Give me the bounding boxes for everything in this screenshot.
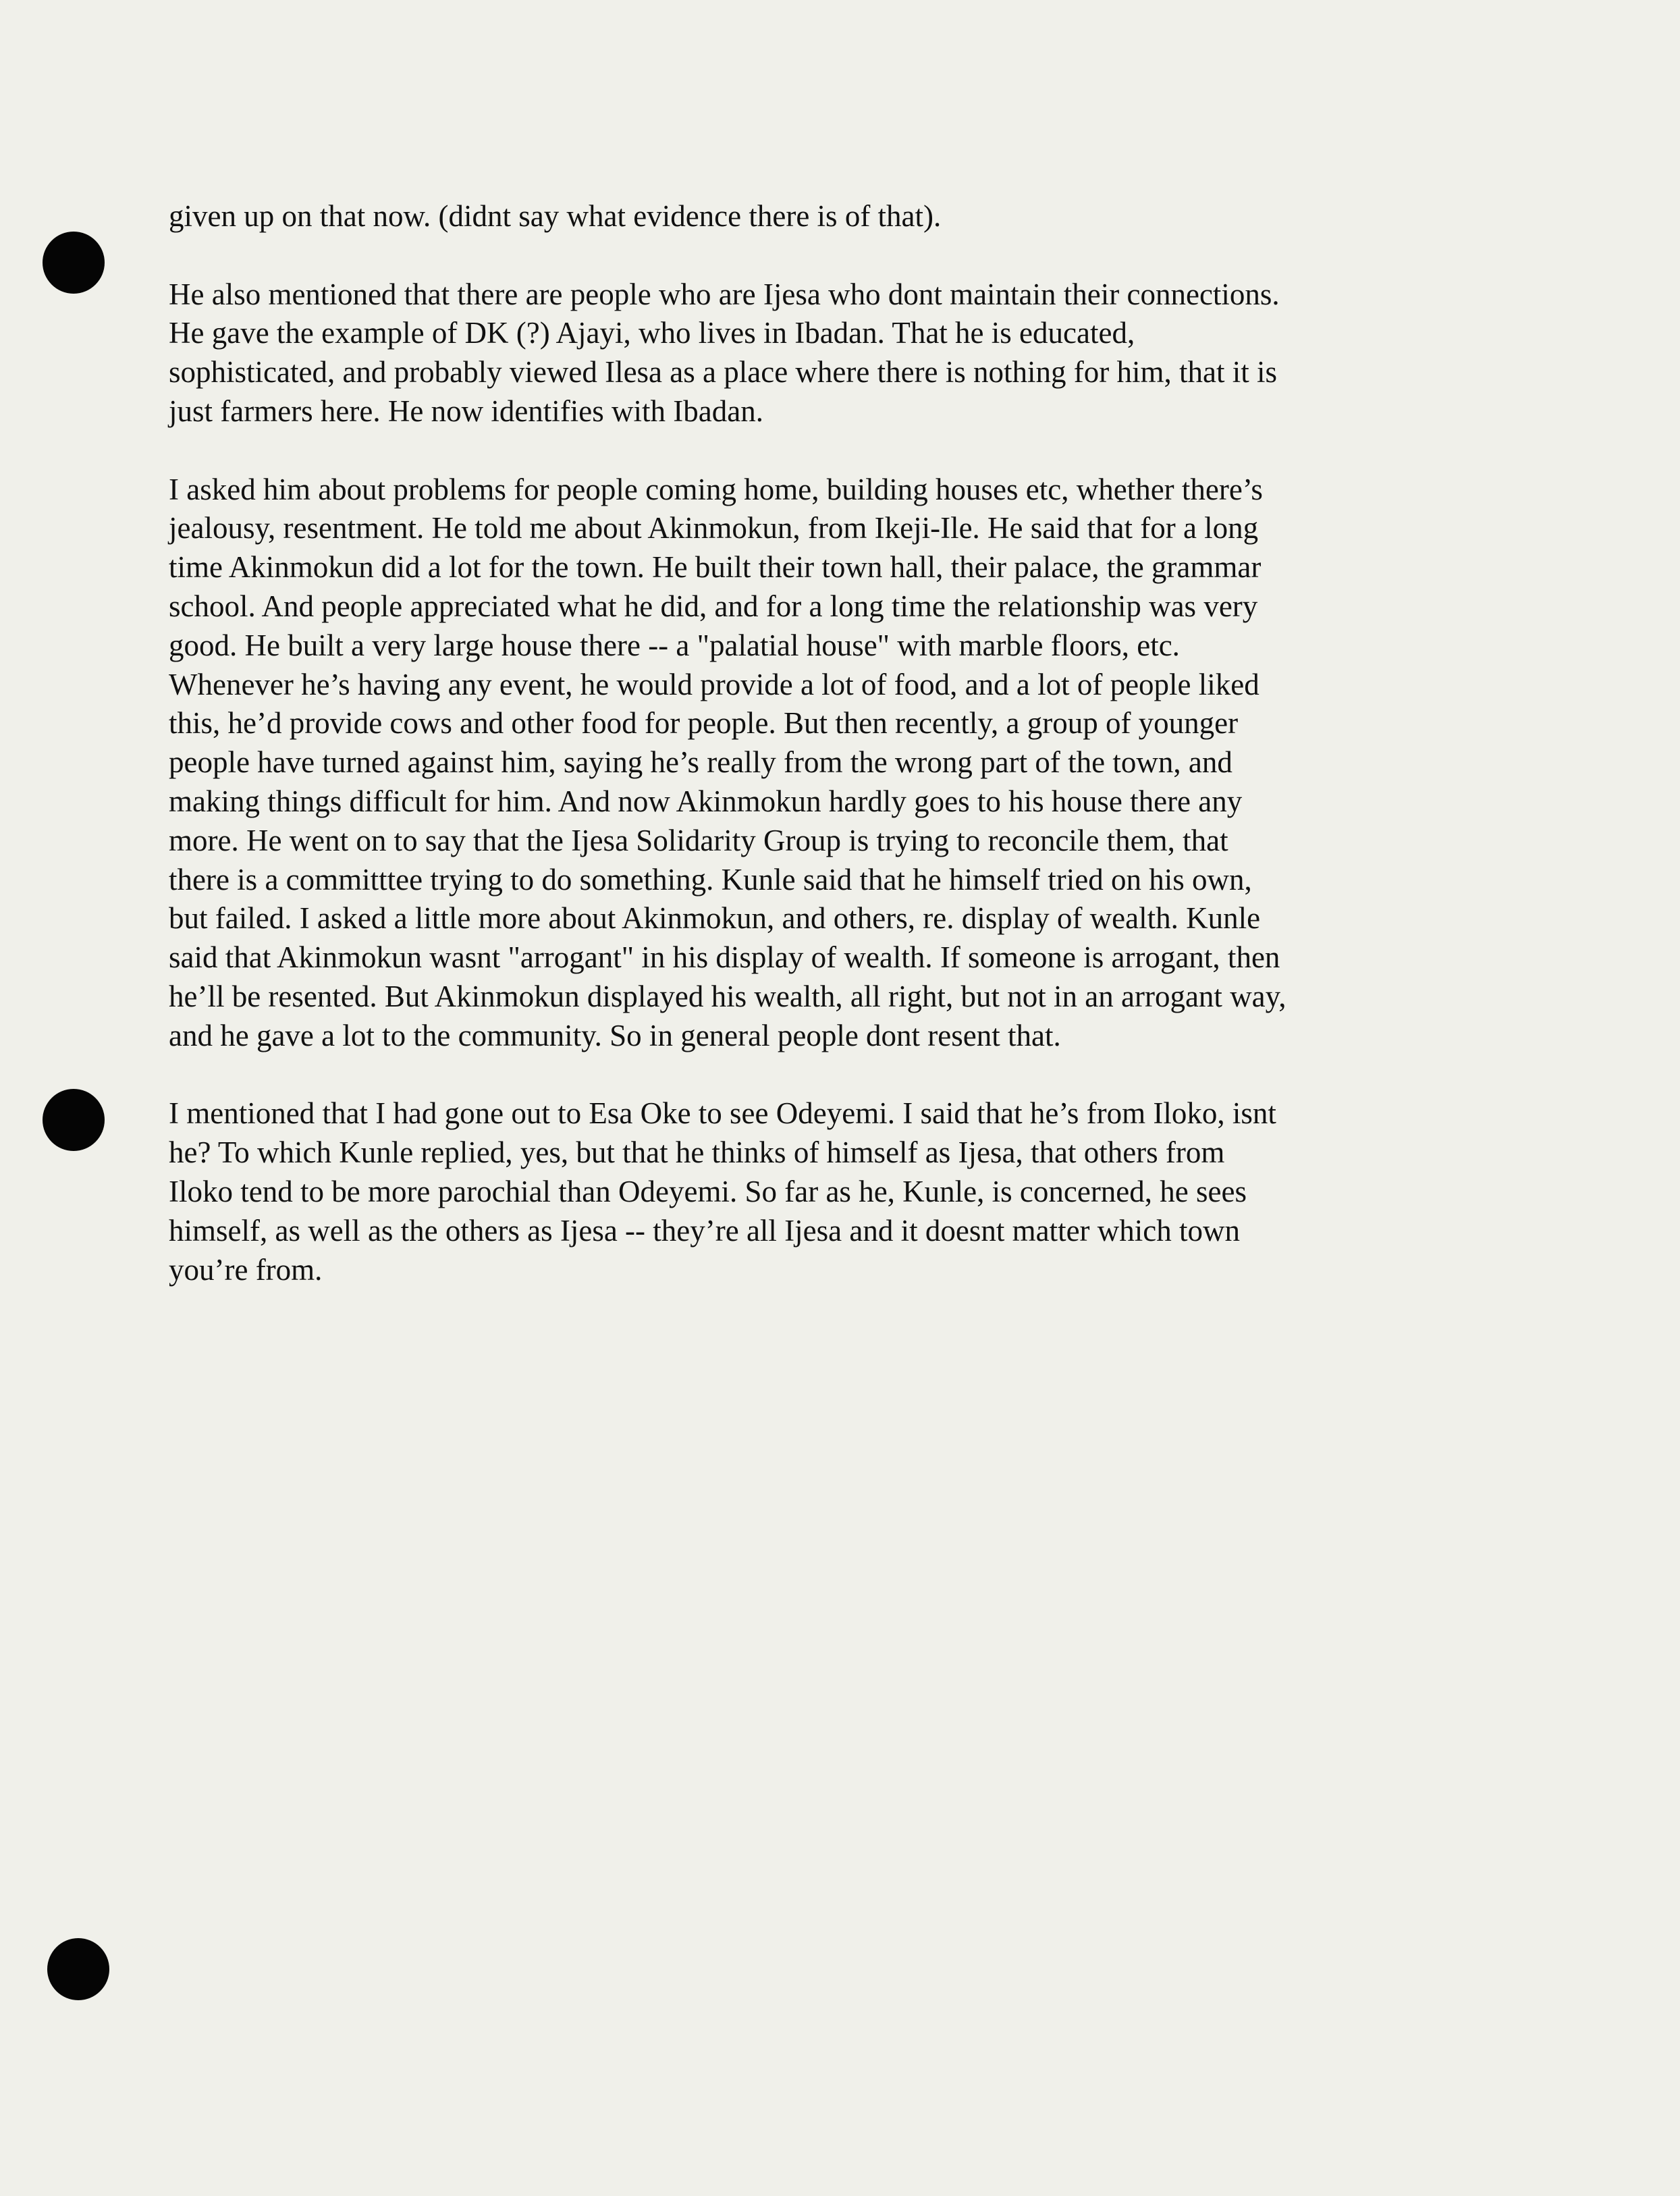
text-line: he’ll be resented. But Akinmokun displayed his wealth, all right, but not in an arrogant way, [169, 979, 1286, 1013]
text-line: said that Akinmokun wasnt "arrogant" in his display of wealth. If someone is arrogant, then [169, 940, 1280, 975]
text-line: given up on that now. (didnt say what evidence there is of that). [169, 199, 942, 233]
text-line: He gave the example of DK (?) Ajayi, who lives in Ibadan. That he is educated, [169, 316, 1135, 350]
text-line: sophisticated, and probably viewed Ilesa as a place where there is nothing for him, that it is [169, 355, 1278, 390]
punch-hole-top [43, 232, 105, 294]
text-line: jealousy, resentment. He told me about Akinmokun, from Ikeji-Ile. He said that for a long [169, 511, 1259, 545]
punch-hole-bottom [47, 1938, 109, 2000]
text-line: Whenever he’s having any event, he would provide a lot of food, and a lot of people liked [169, 667, 1259, 701]
text-line: just farmers here. He now identifies with Ibadan. [169, 394, 763, 428]
text-line: I asked him about problems for people coming home, building houses etc, whether there’s [169, 472, 1263, 506]
text-line: this, he’d provide cows and other food for people. But then recently, a group of younger [169, 706, 1239, 741]
text-line: He also mentioned that there are people who are Ijesa who dont maintain their connections. [169, 277, 1280, 311]
text-line: and he gave a lot to the community. So in general people dont resent that. [169, 1018, 1061, 1052]
paragraph-4 [169, 1094, 1485, 1289]
text-line: Iloko tend to be more parochial than Odeyemi. So far as he, Kunle, is concerned, he sees [169, 1174, 1247, 1208]
paragraph-1 [169, 197, 1485, 236]
text-line: there is a committtee trying to do something. Kunle said that he himself tried on his own, [169, 862, 1252, 896]
text-line: you’re from. [169, 1252, 323, 1287]
punch-hole-middle [43, 1089, 105, 1151]
text-line: he? To which Kunle replied, yes, but that he thinks of himself as Ijesa, that others from [169, 1135, 1225, 1170]
text-line: time Akinmokun did a lot for the town. He built their town hall, their palace, the grammar [169, 550, 1262, 585]
text-line: school. And people appreciated what he did, and for a long time the relationship was very [169, 589, 1258, 623]
text-line: more. He went on to say that the Ijesa Solidarity Group is trying to reconcile them, that [169, 823, 1228, 857]
text-line: I mentioned that I had gone out to Esa Oke to see Odeyemi. I said that he’s from Iloko, isnt [169, 1096, 1276, 1131]
text-line: but failed. I asked a little more about Akinmokun, and others, re. display of wealth. Kunle [169, 901, 1261, 936]
paragraph-2 [169, 275, 1485, 431]
text-line: himself, as well as the others as Ijesa -- they’re all Ijesa and it doesnt matter which town [169, 1213, 1240, 1248]
body-text [169, 197, 1485, 1329]
text-line: people have turned against him, saying he’s really from the wrong part of the town, and [169, 745, 1232, 780]
paragraph-3 [169, 471, 1485, 1056]
text-line: making things difficult for him. And now Akinmokun hardly goes to his house there any [169, 784, 1243, 818]
text-line: good. He built a very large house there -- a "palatial house" with marble floors, etc. [169, 628, 1180, 662]
